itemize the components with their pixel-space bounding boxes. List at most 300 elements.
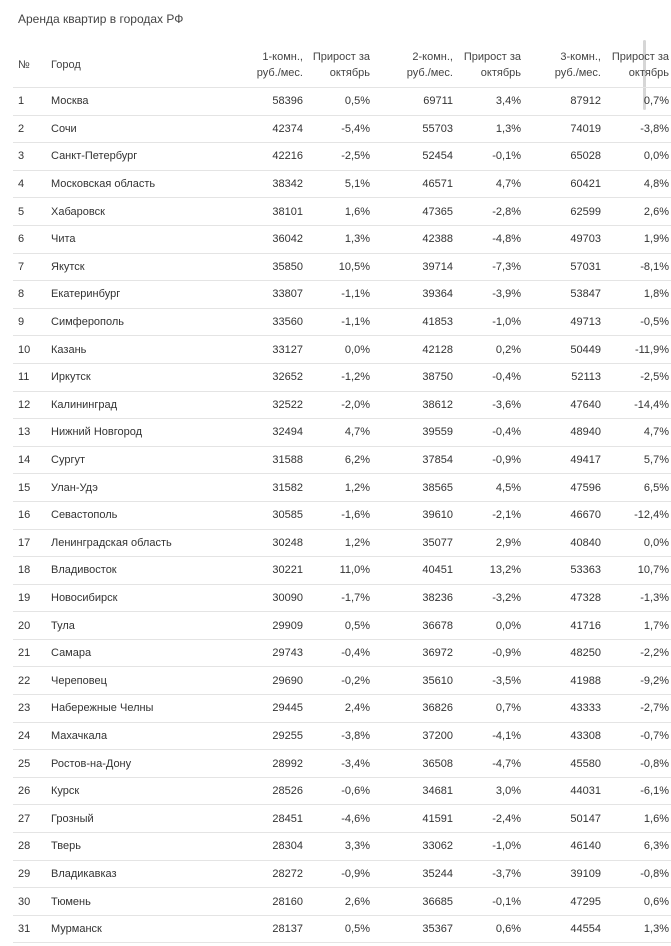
cell-one-room-price: 29690 [205,667,305,695]
cell-two-room-price: 55703 [372,115,455,143]
page-title: Аренда квартир в городах РФ [18,12,184,26]
cell-city: Московская область [49,170,205,198]
header-one-room-line1: 1-комн., [262,50,303,63]
cell-city: Санкт-Петербург [49,143,205,171]
cell-rank: 24 [13,722,49,750]
cell-two-room-price: 38612 [372,391,455,419]
cell-two-room-price: 34681 [372,777,455,805]
cell-three-room-price: 39109 [523,860,603,888]
cell-two-room-growth: 0,6% [455,915,523,943]
header-growth-one-room-line1: Прирост за [312,50,370,63]
cell-two-room-price: 36972 [372,639,455,667]
cell-two-room-growth: 0,2% [455,336,523,364]
cell-rank: 30 [13,888,49,916]
cell-three-room-growth: -0,5% [603,308,671,336]
cell-two-room-price: 35077 [372,529,455,557]
cell-three-room-growth: -8,1% [603,253,671,281]
cell-three-room-growth: 6,3% [603,833,671,861]
cell-rank: 3 [13,143,49,171]
table-row [13,612,671,640]
cell-three-room-growth: 6,5% [603,474,671,502]
cell-three-room-growth: -9,2% [603,667,671,695]
cell-three-room-growth: -2,2% [603,639,671,667]
cell-two-room-growth: 13,2% [455,557,523,585]
table-row [13,584,671,612]
cell-one-room-growth: 11,0% [305,557,372,585]
cell-three-room-price: 46140 [523,833,603,861]
cell-two-room-price: 35244 [372,860,455,888]
cell-two-room-price: 36826 [372,695,455,723]
cell-one-room-growth: -0,9% [305,860,372,888]
cell-one-room-growth: -1,1% [305,281,372,309]
cell-city: Тюмень [49,888,205,916]
header-growth-three-room-line1: Прирост за [611,50,669,63]
cell-three-room-price: 49713 [523,308,603,336]
cell-one-room-price: 31582 [205,474,305,502]
cell-three-room-price: 44554 [523,915,603,943]
cell-rank: 22 [13,667,49,695]
cell-two-room-price: 35610 [372,667,455,695]
table-row [13,115,671,143]
header-num-label: № [18,58,30,71]
cell-city: Владикавказ [49,860,205,888]
header-two-room-line2: руб./мес. [406,66,453,79]
cell-city: Владивосток [49,557,205,585]
cell-city: Казань [49,336,205,364]
cell-rank: 7 [13,253,49,281]
cell-two-room-growth: -0,1% [455,143,523,171]
cell-one-room-price: 33127 [205,336,305,364]
cell-one-room-price: 29909 [205,612,305,640]
cell-three-room-price: 41988 [523,667,603,695]
cell-two-room-price: 39714 [372,253,455,281]
table-row [13,446,671,474]
header-growth-one-room[interactable] [305,42,372,88]
cell-rank: 6 [13,225,49,253]
cell-three-room-growth: -1,3% [603,584,671,612]
cell-two-room-growth: 1,3% [455,115,523,143]
cell-one-room-growth: -0,2% [305,667,372,695]
cell-three-room-price: 52113 [523,363,603,391]
cell-three-room-price: 44031 [523,777,603,805]
cell-city: Махачкала [49,722,205,750]
cell-three-room-growth: 1,9% [603,225,671,253]
cell-two-room-price: 41591 [372,805,455,833]
header-three-room-line1: 3-комн., [560,50,601,63]
cell-city: Тула [49,612,205,640]
table-row [13,143,671,171]
cell-three-room-price: 40840 [523,529,603,557]
cell-two-room-price: 46571 [372,170,455,198]
cell-one-room-growth: 1,3% [305,225,372,253]
cell-two-room-growth: -0,4% [455,419,523,447]
cell-one-room-growth: -0,4% [305,639,372,667]
cell-city: Ростов-на-Дону [49,750,205,778]
cell-one-room-growth: -1,6% [305,501,372,529]
header-one-room[interactable] [205,42,305,88]
cell-two-room-growth: -1,0% [455,308,523,336]
cell-two-room-price: 40451 [372,557,455,585]
cell-one-room-growth: 2,4% [305,695,372,723]
cell-city: Севастополь [49,501,205,529]
cell-rank: 19 [13,584,49,612]
cell-three-room-growth: -12,4% [603,501,671,529]
cell-three-room-growth: -6,1% [603,777,671,805]
cell-one-room-price: 28304 [205,833,305,861]
cell-rank: 9 [13,308,49,336]
cell-two-room-growth: -3,7% [455,860,523,888]
cell-three-room-price: 49703 [523,225,603,253]
cell-one-room-price: 42216 [205,143,305,171]
header-two-room[interactable] [372,42,455,88]
cell-two-room-growth: 3,4% [455,88,523,116]
cell-rank: 28 [13,833,49,861]
cell-city: Мурманск [49,915,205,943]
cell-three-room-price: 47328 [523,584,603,612]
cell-three-room-price: 65028 [523,143,603,171]
cell-three-room-price: 47295 [523,888,603,916]
cell-three-room-growth: -2,5% [603,363,671,391]
cell-one-room-growth: -1,2% [305,363,372,391]
table-row [13,529,671,557]
table-row [13,888,671,916]
header-row [13,42,671,88]
cell-two-room-price: 38565 [372,474,455,502]
cell-rank: 8 [13,281,49,309]
table-header [13,42,671,88]
cell-one-room-growth: 10,5% [305,253,372,281]
cell-city: Симферополь [49,308,205,336]
header-growth-two-room-line1: Прирост за [463,50,521,63]
cell-two-room-price: 38236 [372,584,455,612]
table-row [13,695,671,723]
cell-two-room-price: 47365 [372,198,455,226]
cell-three-room-growth: 1,3% [603,915,671,943]
cell-three-room-growth: 1,6% [603,805,671,833]
cell-three-room-price: 43308 [523,722,603,750]
cell-one-room-price: 36042 [205,225,305,253]
table-row [13,88,671,116]
cell-two-room-growth: 4,5% [455,474,523,502]
table-row [13,308,671,336]
table-row [13,501,671,529]
table-row [13,750,671,778]
cell-three-room-growth: -14,4% [603,391,671,419]
cell-rank: 23 [13,695,49,723]
cell-city: Самара [49,639,205,667]
cell-rank: 21 [13,639,49,667]
cell-rank: 20 [13,612,49,640]
cell-three-room-growth: 0,0% [603,143,671,171]
cell-one-room-price: 28451 [205,805,305,833]
cell-city: Чита [49,225,205,253]
table-row [13,557,671,585]
cell-two-room-growth: 3,0% [455,777,523,805]
cell-one-room-growth: -2,0% [305,391,372,419]
cell-city: Новосибирск [49,584,205,612]
cell-three-room-price: 41716 [523,612,603,640]
cell-one-room-price: 29743 [205,639,305,667]
cell-city: Череповец [49,667,205,695]
table-row [13,777,671,805]
cell-one-room-growth: -1,7% [305,584,372,612]
cell-one-room-growth: 0,5% [305,915,372,943]
cell-three-room-growth: 4,7% [603,419,671,447]
cell-one-room-growth: -3,8% [305,722,372,750]
cell-city: Курск [49,777,205,805]
cell-rank: 2 [13,115,49,143]
cell-three-room-growth: -0,7% [603,722,671,750]
cell-two-room-price: 42388 [372,225,455,253]
cell-three-room-price: 47596 [523,474,603,502]
cell-three-room-price: 53847 [523,281,603,309]
cell-rank: 25 [13,750,49,778]
table-row [13,253,671,281]
table-row [13,281,671,309]
cell-three-room-price: 53363 [523,557,603,585]
cell-city: Набережные Челны [49,695,205,723]
table-row [13,363,671,391]
header-three-room[interactable] [523,42,603,88]
cell-two-room-price: 41853 [372,308,455,336]
cell-two-room-price: 69711 [372,88,455,116]
header-growth-one-room-line2: октябрь [329,66,370,79]
cell-rank: 10 [13,336,49,364]
cell-two-room-price: 39610 [372,501,455,529]
table-row [13,722,671,750]
table-row [13,833,671,861]
cell-two-room-price: 38750 [372,363,455,391]
cell-city: Нижний Новгород [49,419,205,447]
cell-two-room-price: 39559 [372,419,455,447]
cell-one-room-growth: -0,6% [305,777,372,805]
cell-three-room-growth: -0,8% [603,750,671,778]
cell-three-room-growth: 5,7% [603,446,671,474]
table-body [13,88,671,943]
table-row [13,391,671,419]
cell-one-room-growth: -4,6% [305,805,372,833]
cell-three-room-growth: 0,7% [603,88,671,116]
cell-two-room-growth: -0,4% [455,363,523,391]
cell-three-room-growth: -11,9% [603,336,671,364]
header-growth-three-room-line2: октябрь [628,66,669,79]
cell-three-room-growth: 2,6% [603,198,671,226]
cell-one-room-growth: 5,1% [305,170,372,198]
cell-two-room-growth: -4,7% [455,750,523,778]
cell-city: Улан-Удэ [49,474,205,502]
cell-two-room-price: 35367 [372,915,455,943]
header-three-room-line2: руб./мес. [554,66,601,79]
cell-two-room-growth: 2,9% [455,529,523,557]
cell-one-room-growth: 0,5% [305,612,372,640]
cell-one-room-growth: 6,2% [305,446,372,474]
cell-one-room-price: 29255 [205,722,305,750]
cell-three-room-growth: 1,8% [603,281,671,309]
table-row [13,336,671,364]
cell-two-room-price: 37854 [372,446,455,474]
cell-three-room-price: 50147 [523,805,603,833]
cell-one-room-price: 31588 [205,446,305,474]
cell-two-room-growth: -4,8% [455,225,523,253]
cell-one-room-price: 30221 [205,557,305,585]
cell-one-room-growth: 0,0% [305,336,372,364]
cell-three-room-growth: 10,7% [603,557,671,585]
cell-two-room-price: 52454 [372,143,455,171]
header-growth-two-room[interactable] [455,42,523,88]
table-row [13,419,671,447]
cell-one-room-price: 32652 [205,363,305,391]
table-row [13,198,671,226]
cell-one-room-price: 30248 [205,529,305,557]
cell-city: Иркутск [49,363,205,391]
cell-one-room-price: 32522 [205,391,305,419]
cell-two-room-price: 39364 [372,281,455,309]
cell-one-room-growth: 4,7% [305,419,372,447]
cell-rank: 16 [13,501,49,529]
cell-rank: 14 [13,446,49,474]
table-row [13,474,671,502]
header-city[interactable] [49,42,205,88]
cell-one-room-price: 28526 [205,777,305,805]
cell-one-room-price: 30585 [205,501,305,529]
cell-one-room-growth: 3,3% [305,833,372,861]
cell-three-room-price: 43333 [523,695,603,723]
cell-two-room-growth: -1,0% [455,833,523,861]
cell-one-room-price: 33807 [205,281,305,309]
cell-three-room-growth: -3,8% [603,115,671,143]
cell-rank: 1 [13,88,49,116]
cell-one-room-price: 28137 [205,915,305,943]
cell-city: Москва [49,88,205,116]
cell-city: Грозный [49,805,205,833]
cell-one-room-growth: 1,2% [305,474,372,502]
cell-rank: 4 [13,170,49,198]
cell-two-room-price: 33062 [372,833,455,861]
cell-city: Хабаровск [49,198,205,226]
cell-three-room-price: 46670 [523,501,603,529]
header-two-room-line1: 2-комн., [412,50,453,63]
cell-two-room-growth: -0,9% [455,639,523,667]
cell-three-room-price: 49417 [523,446,603,474]
cell-rank: 15 [13,474,49,502]
cell-one-room-price: 42374 [205,115,305,143]
header-num[interactable] [13,42,49,88]
cell-rank: 5 [13,198,49,226]
table-row [13,860,671,888]
cell-one-room-growth: 0,5% [305,88,372,116]
table-row [13,915,671,943]
cell-two-room-growth: -2,4% [455,805,523,833]
cell-city: Екатеринбург [49,281,205,309]
cell-two-room-growth: -0,1% [455,888,523,916]
cell-city: Сочи [49,115,205,143]
cell-one-room-growth: 2,6% [305,888,372,916]
cell-two-room-price: 42128 [372,336,455,364]
cell-three-room-price: 62599 [523,198,603,226]
cell-city: Тверь [49,833,205,861]
cell-city: Сургут [49,446,205,474]
header-growth-three-room[interactable] [603,42,671,88]
cell-two-room-growth: 0,0% [455,612,523,640]
cell-three-room-growth: 1,7% [603,612,671,640]
cell-rank: 13 [13,419,49,447]
cell-two-room-price: 37200 [372,722,455,750]
cell-city: Якутск [49,253,205,281]
cell-two-room-growth: -7,3% [455,253,523,281]
cell-two-room-growth: -3,9% [455,281,523,309]
cell-rank: 18 [13,557,49,585]
table-row [13,667,671,695]
cell-two-room-growth: -2,8% [455,198,523,226]
cell-two-room-growth: -2,1% [455,501,523,529]
cell-three-room-price: 74019 [523,115,603,143]
cell-one-room-price: 35850 [205,253,305,281]
cell-rank: 27 [13,805,49,833]
cell-three-room-growth: 4,8% [603,170,671,198]
cell-two-room-growth: 4,7% [455,170,523,198]
cell-three-room-price: 50449 [523,336,603,364]
cell-rank: 29 [13,860,49,888]
cell-one-room-growth: 1,2% [305,529,372,557]
cell-three-room-price: 47640 [523,391,603,419]
cell-three-room-price: 57031 [523,253,603,281]
cell-city: Ленинградская область [49,529,205,557]
cell-rank: 31 [13,915,49,943]
cell-one-room-price: 58396 [205,88,305,116]
cell-one-room-price: 32494 [205,419,305,447]
cell-two-room-price: 36508 [372,750,455,778]
cell-one-room-price: 28160 [205,888,305,916]
cell-three-room-growth: -2,7% [603,695,671,723]
cell-one-room-growth: -1,1% [305,308,372,336]
cell-two-room-growth: 0,7% [455,695,523,723]
table-row [13,170,671,198]
cell-three-room-growth: 0,0% [603,529,671,557]
cell-three-room-price: 60421 [523,170,603,198]
cell-two-room-growth: -3,6% [455,391,523,419]
cell-one-room-price: 29445 [205,695,305,723]
table-row [13,639,671,667]
cell-one-room-growth: -5,4% [305,115,372,143]
cell-one-room-price: 30090 [205,584,305,612]
rent-table [13,42,671,943]
cell-rank: 11 [13,363,49,391]
cell-one-room-growth: 1,6% [305,198,372,226]
header-one-room-line2: руб./мес. [256,66,303,79]
cell-two-room-growth: -0,9% [455,446,523,474]
cell-two-room-price: 36685 [372,888,455,916]
cell-two-room-growth: -4,1% [455,722,523,750]
cell-rank: 12 [13,391,49,419]
cell-one-room-price: 38342 [205,170,305,198]
cell-one-room-price: 33560 [205,308,305,336]
cell-one-room-price: 38101 [205,198,305,226]
cell-three-room-price: 48250 [523,639,603,667]
header-growth-two-room-line2: октябрь [480,66,521,79]
cell-one-room-growth: -2,5% [305,143,372,171]
cell-rank: 26 [13,777,49,805]
cell-one-room-growth: -3,4% [305,750,372,778]
cell-three-room-price: 45580 [523,750,603,778]
cell-three-room-price: 87912 [523,88,603,116]
cell-three-room-price: 48940 [523,419,603,447]
cell-two-room-price: 36678 [372,612,455,640]
table-row [13,225,671,253]
table-row [13,805,671,833]
header-city-label: Город [51,58,81,71]
cell-city: Калининград [49,391,205,419]
cell-rank: 17 [13,529,49,557]
